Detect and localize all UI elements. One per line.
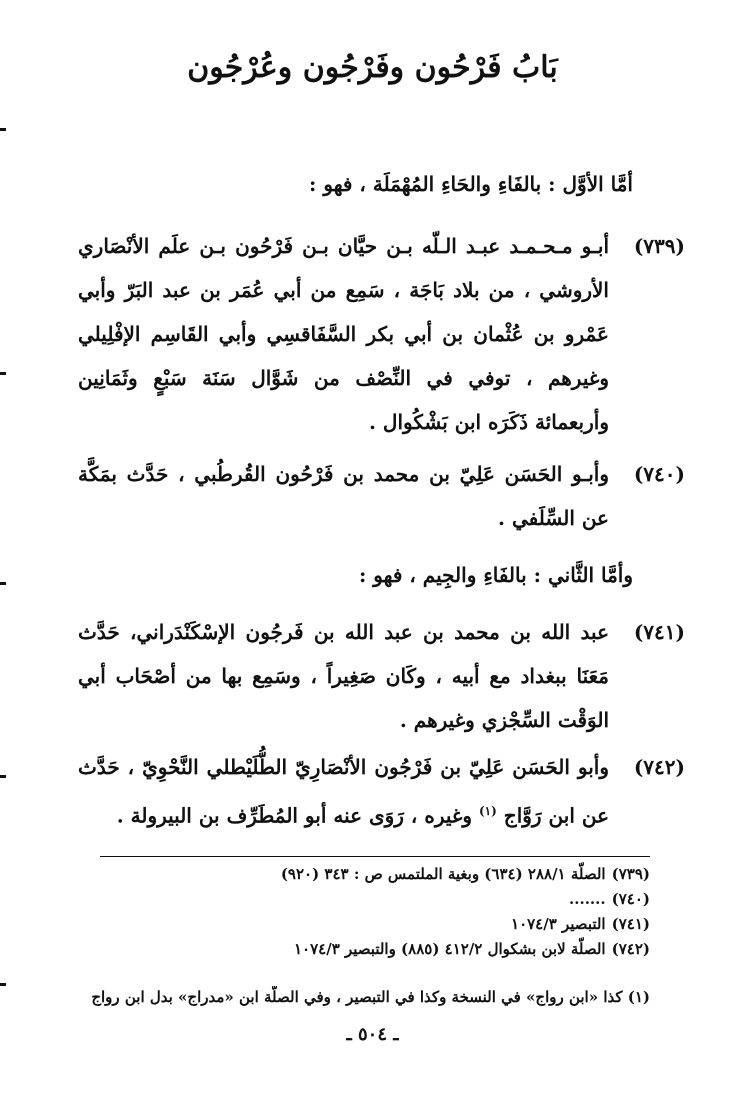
footnote-row (90, 862, 650, 887)
entry-text: وأبـو الحَسَن عَلِيّ بن محمد بن فَرْحُون القُرطُبي ، حَدَّث بمَكَّة عن السِّلَفي . (78, 462, 609, 530)
entry-number: (٧٤٢) (633, 755, 685, 779)
chapter-title: بَابُ فَرْحُون وفَرْجُون وعُرْجُون (187, 50, 558, 85)
entry-text: أبـو مـحـمـد عبـد الـلّه بـن حيَّان بـن فَرْحُون بـن علَم الأنْصَاري الأروشي ، من بلاد بَاجَة ، سَمِع من أبي عُمَر بن عبد البَرّ وأبي عَمْرو بن عُثْمان بن أبي بكر السَّفَاقسِي وأبي القَاسِم الإفْلِيلي وغيرهم ، توفي في النِّصْف من شَوَّال سَنَة سَبْعٍ وثَمَانِين وأربعمائة ذَكَرَه ابن بَشْكُوال . (78, 234, 609, 434)
entry-text-before: وأبو الحَسَن عَلِيّ بن فَرْجُون الأنْصَارِيّ الطُّلَيْطلي النَّحْوِيّ ، حَدَّث عن ابن رَوَّاج (78, 755, 609, 828)
footnote-number: (٧٤١) (611, 915, 650, 933)
scan-edge-mark (0, 775, 6, 778)
scan-edge-mark (0, 372, 6, 375)
footnote-number: (٧٤٠) (611, 890, 650, 908)
footnotes (90, 862, 650, 962)
footnote-number: (٧٤٢) (611, 940, 650, 958)
entry-739 (78, 224, 685, 444)
entry-number: (٧٤٠) (633, 462, 685, 486)
entry-740 (78, 452, 685, 540)
footnote-row (90, 887, 650, 912)
entry-number: (٧٣٩) (633, 234, 685, 258)
footnote-divider (100, 856, 650, 857)
entry-text (78, 745, 609, 838)
scan-edge-mark (0, 128, 6, 131)
footnote-number: (٧٣٩) (611, 865, 650, 883)
scan-edge-mark (0, 582, 6, 585)
scan-edge-mark (0, 983, 6, 986)
editor-note: (١) كذا «ابن رواج» في النسخة وكذا في التبصير ، وفي الصلّة ابن «مدراج» بدل ابن رواج (91, 988, 650, 1006)
footnote-text: ....... (569, 890, 606, 908)
footnote-row (90, 912, 650, 937)
entry-741 (78, 610, 685, 742)
section-heading-second: وأمَّا الثَّاني : بالفَاءِ والجِيم ، فهو : (358, 563, 633, 587)
entry-text: عبد الله بن محمد بن عبد الله بن فَرجُون الإسْكَنْدَراني، حَدَّث مَعَنَا ببغداد مع أبيه ، وكَان صَغِيراً ، وسَمِع بها من أصْحَاب أبي الوَقْت السِّجْزي وغيرهم . (78, 620, 609, 732)
footnote-text: الصلّة ٢٨٨/١ (٦٣٤) وبغية الملتمس ص : ٣٤٣ (٩٢٠) (280, 865, 606, 883)
page-number: ـ ٥٠٤ ـ (346, 1024, 399, 1045)
section-heading-first: أمَّا الأوَّل : بالفَاءِ والحَاءِ المُهْمَلَة ، فهو : (309, 172, 633, 196)
footnote-text: التبصير ١٠٧٤/٣ (511, 915, 606, 933)
entry-text-after: وغيره ، رَوَى عنه أبو المُطَرِّف بن البيرولة . (116, 803, 473, 828)
entry-742 (78, 745, 685, 838)
footnote-text: الصلّة لابن بشكوال ٤١٢/٢ (٨٨٥) والتبصير ١٠٧٤/٣ (294, 940, 606, 958)
footnote-reference: (١) (478, 804, 497, 818)
footnote-row (90, 937, 650, 962)
entry-number: (٧٤١) (633, 620, 685, 644)
